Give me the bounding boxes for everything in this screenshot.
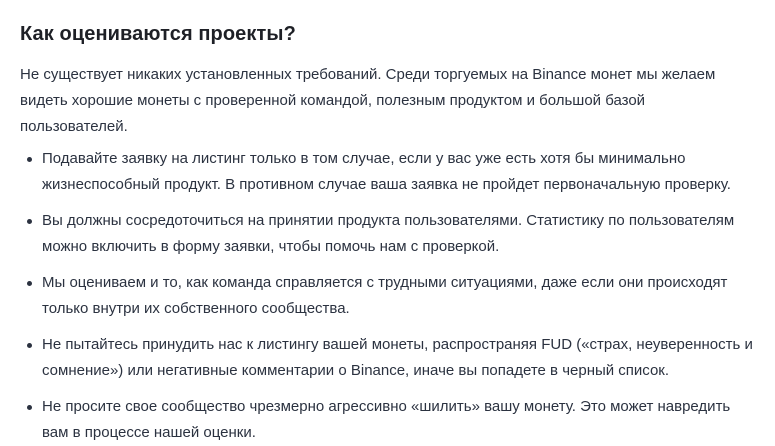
intro-paragraph: Не существует никаких установленных требований. Среди торгуемых на Binance монет мы желаем видеть хорошие монеты с проверенной командой, полезным продуктом и большой базой пользователей. — [20, 66, 716, 135]
list-item-text: Не просите свое сообщество чрезмерно агрессивно «шилить» вашу монету. Это может навредить вам в процессе нашей оценки. — [42, 398, 731, 441]
bullet-icon — [27, 219, 32, 224]
list-item-text: Мы оцениваем и то, как команда справляется с трудными ситуациями, даже если они происходят только внутри их собственного сообщества. — [42, 274, 728, 317]
list-item-text: Не пытайтесь принудить нас к листингу вашей монеты, распространяя FUD («страх, неуверенность и сомнение») или негативные комментарии о Binance, иначе вы попадете в черный список. — [42, 336, 753, 379]
bullet-icon — [27, 405, 32, 410]
list-item — [20, 208, 755, 260]
list-item — [20, 146, 755, 198]
bullet-icon — [27, 281, 32, 286]
page-title: Как оцениваются проекты? — [20, 23, 296, 45]
bullet-list — [20, 146, 755, 446]
list-item — [20, 270, 755, 322]
list-item-text: Подавайте заявку на листинг только в том случае, если у вас уже есть хотя бы минимально жизнеспособный продукт. В противном случае ваша заявка не пройдет первоначальную проверку. — [42, 150, 731, 193]
list-item — [20, 394, 755, 446]
list-item-text: Вы должны сосредоточиться на принятии продукта пользователями. Статистику по пользователям можно включить в форму заявки, чтобы помочь нам с проверкой. — [42, 212, 735, 255]
bullet-icon — [27, 343, 32, 348]
list-item — [20, 332, 755, 384]
bullet-icon — [27, 157, 32, 162]
